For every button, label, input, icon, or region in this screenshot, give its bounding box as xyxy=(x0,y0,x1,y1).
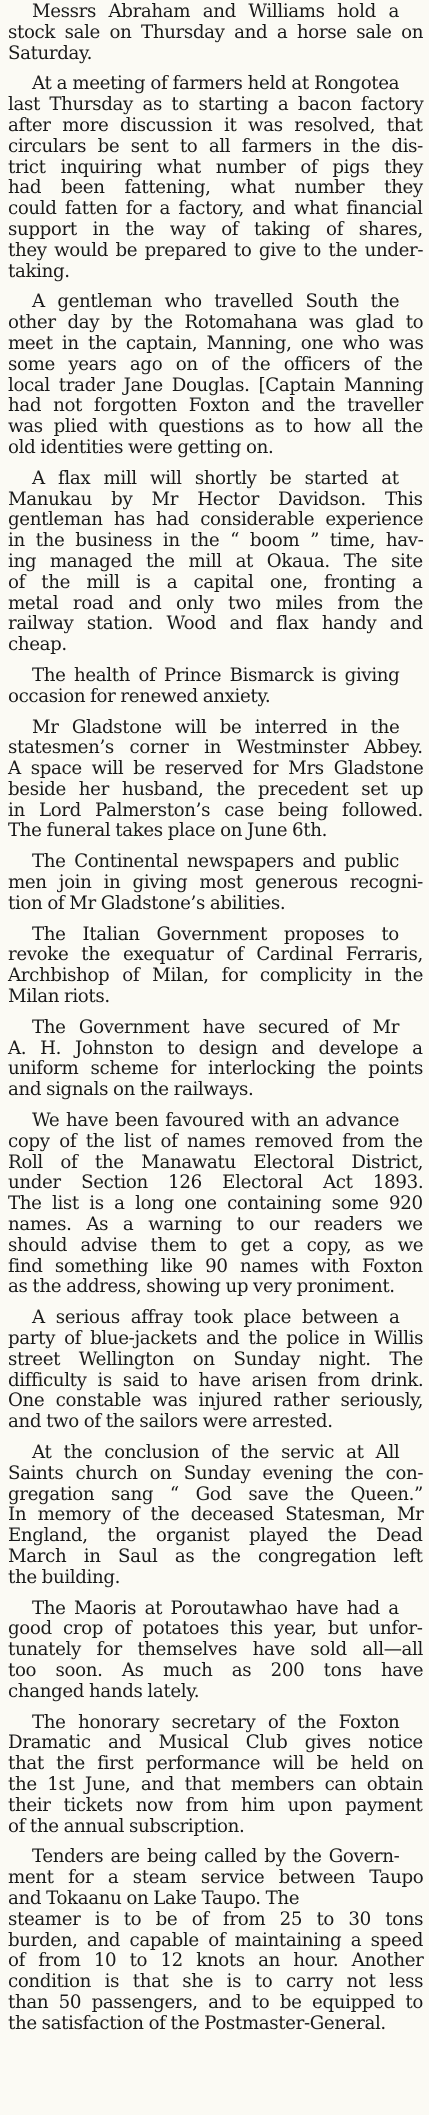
text-line: circulars be sent to all farmers in the dis- xyxy=(8,135,423,157)
text-line: Messrs Abraham and Williams hold a xyxy=(32,1,399,22)
text-line: and signals on the railways. xyxy=(8,1079,254,1101)
text-line: The honorary secretary of the Foxton xyxy=(32,1711,400,1733)
text-line: local trader Jane Douglas. [Captain Manning xyxy=(8,374,424,396)
text-line: A. H. Johnston to design and develope a xyxy=(8,1037,423,1059)
text-line: A gentleman who travelled South the xyxy=(32,291,400,313)
text-line: names. As a warning to our readers we xyxy=(8,1214,423,1236)
text-line: A space will be reserved for Mrs Gladstone xyxy=(8,758,424,780)
text-line: revoke the exequatur of Cardinal Ferraris, xyxy=(8,944,423,966)
text-line: that the first performance will be held on xyxy=(8,1753,424,1775)
text-line: stock sale on Thursday and a horse sale on xyxy=(8,21,424,43)
text-line: England, the organist played the Dead xyxy=(8,1525,423,1547)
text-line: of from 10 to 12 knots an hour. Another xyxy=(8,1950,424,1972)
text-line: The Government have secured of Mr xyxy=(32,1016,400,1038)
news-paragraph-bismarck xyxy=(8,666,423,708)
text-line: should advise them to get a copy, as we xyxy=(8,1234,424,1256)
text-line: old identities were getting on. xyxy=(8,436,274,458)
news-paragraph-bacon-factory xyxy=(8,74,423,282)
text-line: than 50 passengers, and to be equipped to xyxy=(8,1991,423,2013)
news-paragraph-gladstone-burial xyxy=(8,718,423,843)
text-line: meet in the captain, Manning, one who was xyxy=(8,332,424,354)
text-line: too soon. As much as 200 tons have xyxy=(8,1659,424,1681)
text-line: At the conclusion of the servic at All xyxy=(32,1442,400,1463)
text-line: changed hands lately. xyxy=(8,1680,200,1702)
text-line: the 1st June, and that members can obtain xyxy=(8,1773,423,1795)
text-line: support in the way of taking of shares, xyxy=(8,218,423,240)
text-line: March in Saul as the congregation left xyxy=(8,1545,423,1567)
news-paragraph-italian-govt xyxy=(8,925,423,1008)
text-line: occasion for renewed anxiety. xyxy=(8,685,271,707)
text-line: The funeral takes place on June 6th. xyxy=(8,820,328,842)
news-paragraph-taupo-steamer xyxy=(8,1847,423,2034)
text-line: the satisfaction of the Postmaster-General. xyxy=(8,2012,386,2034)
text-line: cheap. xyxy=(8,634,67,656)
text-line: beside her husband, the precedent set up xyxy=(8,778,424,800)
text-line: uniform scheme for interlocking the points xyxy=(8,1058,423,1080)
text-line: trict inquiring what number of pigs they xyxy=(8,156,423,178)
text-line: statesmen’s corner in Westminster Abbey. xyxy=(8,737,423,759)
text-line: railway station. Wood and flax handy and xyxy=(8,613,423,635)
news-paragraph-electoral-roll xyxy=(8,1111,423,1298)
text-line: metal road and only two miles from the xyxy=(8,592,423,614)
news-paragraph-flax-mill xyxy=(8,469,423,656)
text-line: Saints church on Sunday evening the con- xyxy=(8,1462,424,1484)
text-line: In memory of the deceased Statesman, Mr xyxy=(8,1504,424,1526)
text-line: difficulty is said to have arisen from drink. xyxy=(8,1369,424,1391)
text-line: burden, and capable of maintaining a speed xyxy=(8,1929,424,1951)
text-line: find something like 90 names with Foxton xyxy=(8,1255,423,1277)
text-line: At a meeting of farmers held at Rongotea xyxy=(32,73,400,95)
text-line: and Tokaanu on Lake Taupo. The xyxy=(8,1887,300,1909)
text-line: party of blue-jackets and the police in Willis xyxy=(8,1328,424,1350)
text-line: Archbishop of Milan, for complicity in the xyxy=(8,965,424,987)
news-paragraph-stock-sale xyxy=(8,2,423,64)
text-line: gentleman has had considerable experience xyxy=(8,509,424,531)
news-paragraph-johnston-railways xyxy=(8,1018,423,1101)
text-line: Manukau by Mr Hector Davidson. This xyxy=(8,488,423,510)
text-line: good crop of potatoes this year, but unfor- xyxy=(8,1618,423,1640)
text-line: other day by the Rotomahana was glad to xyxy=(8,312,424,334)
text-line: The health of Prince Bismarck is giving xyxy=(32,664,400,686)
text-line: steamer is to be of from 25 to 30 tons xyxy=(8,1908,424,1930)
text-line: of the mill is a capital one, fronting a xyxy=(8,571,423,593)
text-line: tunately for themselves have sold all—all xyxy=(8,1639,423,1661)
text-line: Tenders are being called by the Govern- xyxy=(32,1846,400,1868)
text-line: of the annual subscription. xyxy=(8,1815,245,1837)
text-line: taking. xyxy=(8,260,70,282)
text-line: ing managed the mill at Okaua. The site xyxy=(8,550,423,572)
text-line: Mr Gladstone will be interred in the xyxy=(32,716,400,738)
text-line: the building. xyxy=(8,1566,121,1588)
text-line: they would be prepared to give to the under- xyxy=(8,239,424,261)
text-line: One constable was injured rather seriously, xyxy=(8,1390,424,1412)
text-line: Saturday. xyxy=(8,42,92,64)
text-line: could fatten for a factory, and what financial xyxy=(8,198,423,220)
text-line: their tickets now from him upon payment xyxy=(8,1794,423,1816)
text-line: was plied with questions as to how all the xyxy=(8,416,423,438)
news-paragraph-potatoes xyxy=(8,1599,423,1703)
news-paragraph-dramatic-club xyxy=(8,1713,423,1838)
news-paragraph-continental-papers xyxy=(8,852,423,914)
text-line: had not forgotten Foxton and the traveller xyxy=(8,395,423,417)
text-line: after more discussion it was resolved, that xyxy=(8,114,423,136)
text-line: and two of the sailors were arrested. xyxy=(8,1411,333,1433)
news-paragraph-affray xyxy=(8,1308,423,1433)
text-line: men join in giving most generous recogni- xyxy=(8,872,423,894)
text-line: The Italian Government proposes to xyxy=(32,923,399,945)
text-line: A flax mill will shortly be started at xyxy=(32,467,399,489)
text-line: The Continental newspapers and public xyxy=(32,851,399,873)
text-line: tion of Mr Gladstone’s abilities. xyxy=(8,892,286,914)
text-line: The Maoris at Poroutawhao have had a xyxy=(32,1597,399,1619)
text-line: gregation sang “ God save the Queen.” xyxy=(8,1483,423,1505)
text-line: some years ago on of the officers of the xyxy=(8,353,423,375)
text-line: Milan riots. xyxy=(8,986,110,1008)
text-line: had been fattening, what number they xyxy=(8,177,423,199)
text-line: The list is a long one containing some 920 xyxy=(8,1193,423,1215)
text-line: condition is that she is to carry not less xyxy=(8,1971,424,1993)
text-line: in Lord Palmerston’s case being followed. xyxy=(8,799,423,821)
text-line: ment for a steam service between Taupo xyxy=(8,1867,424,1889)
text-line: as the address, showing up very proniment. xyxy=(8,1276,395,1298)
text-line: Roll of the Manawatu Electoral District, xyxy=(8,1151,424,1173)
text-line: A serious affray took place between a xyxy=(32,1307,400,1329)
text-line: under Section 126 Electoral Act 1893. xyxy=(8,1172,424,1194)
text-line: street Wellington on Sunday night. The xyxy=(8,1348,423,1370)
text-line: in the business in the “ boom ” time, hav- xyxy=(8,530,424,552)
text-line: last Thursday as to starting a bacon factory xyxy=(8,94,424,116)
text-line: Dramatic and Musical Club gives notice xyxy=(8,1732,423,1754)
news-paragraph-all-saints xyxy=(8,1443,423,1589)
text-line: We have been favoured with an advance xyxy=(32,1110,400,1132)
text-line: copy of the list of names removed from the xyxy=(8,1130,423,1152)
news-paragraph-rotomahana xyxy=(8,292,423,458)
